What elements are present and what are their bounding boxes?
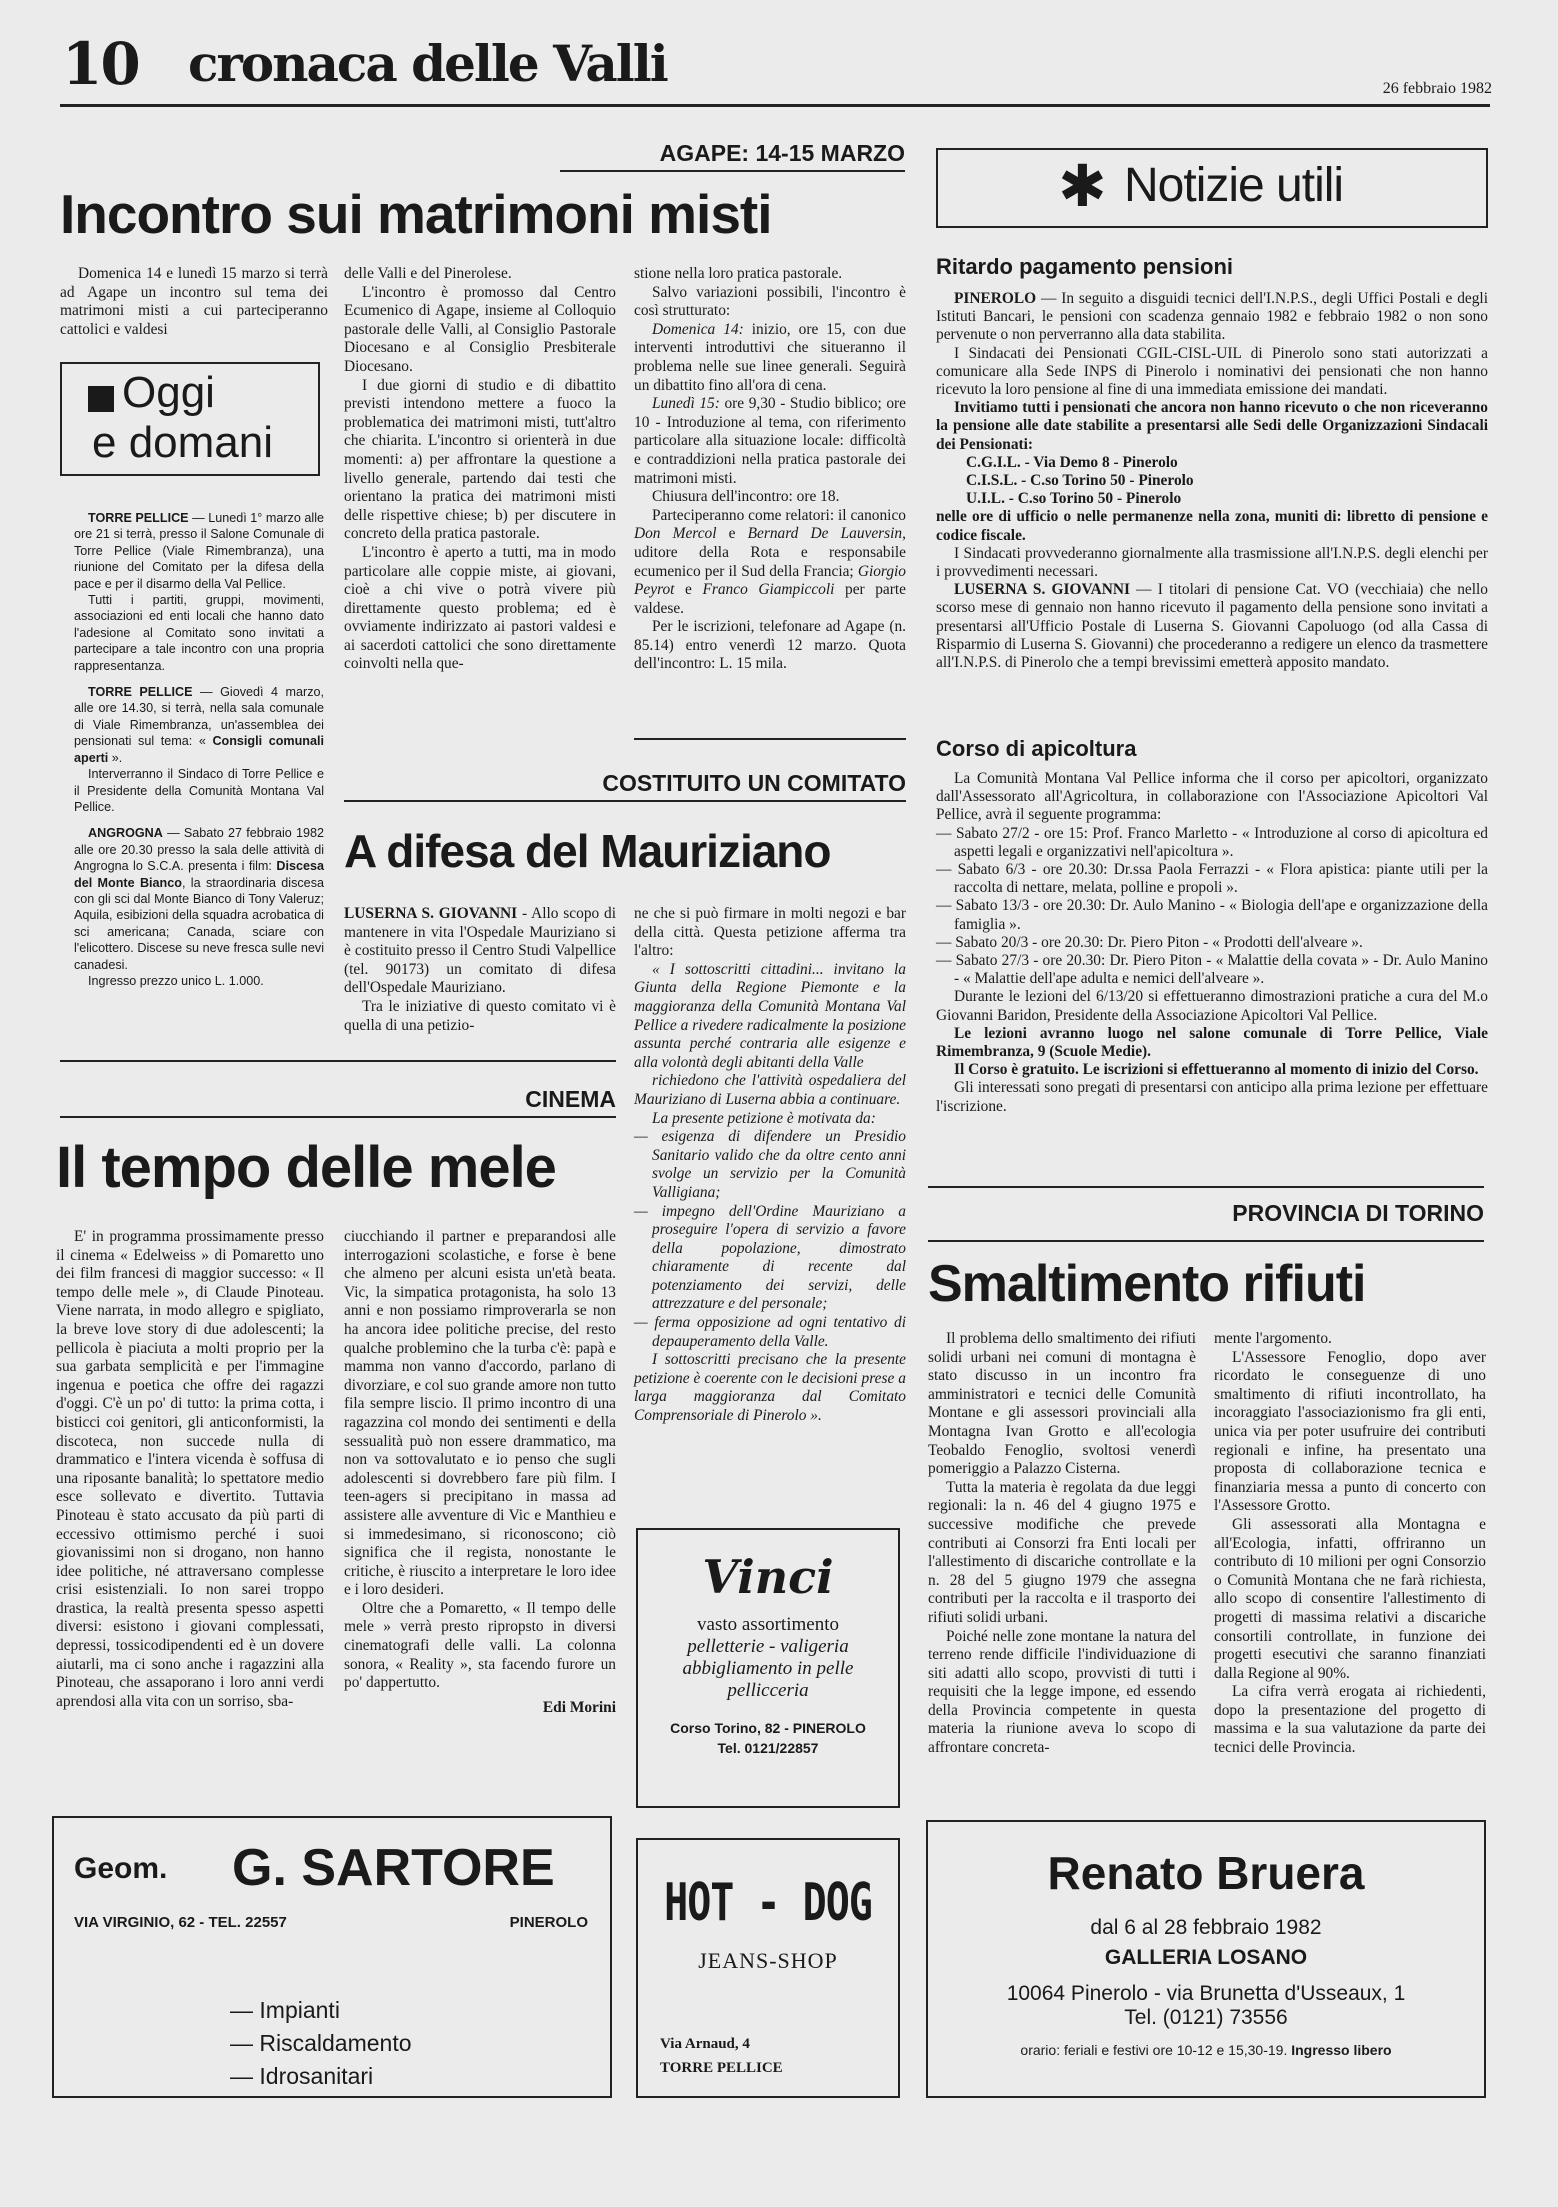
vinci-ad [636, 1528, 900, 1808]
apicoltura-program [936, 825, 1488, 989]
agape-text: inizio, ore 15, con due interventi introduttivi che situeranno il problema nelle sue linee generali. Seguirà un dibattito fino all'ora di cena. [634, 320, 906, 394]
agape-text: Per le iscrizioni, telefonare ad Agape (n. 85.14) entro venerdì 12 marzo. Quota dell'incontro: L. 15 mila. [634, 618, 906, 673]
agape-col-1 [60, 265, 328, 339]
petition-quote: La presente petizione è motivata da: [652, 1109, 876, 1127]
vinci-name: Vinci [702, 1550, 834, 1604]
agape-col-2 [344, 265, 616, 674]
agape-title: Incontro sui matrimoni misti [60, 183, 772, 245]
agape-text: I due giorni di studio e di dibattito previsti intendono mettere a fuoco la problematica dei matrimoni misti, tutt'altro che chiarita. L'incontro si orienterà in due momenti: a) per affrontare la questione a livello generale, partendo dai testi che orientano la pratica dei matrimoni misti delle rispettive chiese; b) per discutere in concreto della pratica pastorale. [344, 376, 616, 543]
notizie-text: Invitiamo tutti i pensionati che ancora non hanno ricevuto o che non riceveranno la pensione alle date stabilite a presentarsi alle Sedi delle Organizzazioni Sindacali dei Pensionati: [936, 399, 1488, 453]
rifiuti-text: Poiché nelle zone montane la natura del terreno rende difficile l'individuazione di siti adatti allo scopo, provvisti di tutti i requisiti che la legge impone, ed essendo della Provincia competente in questa materia la riunione aveva lo scopo di affrontare concreta- [928, 1627, 1196, 1757]
notizie-text: I Sindacati dei Pensionati CGIL-CISL-UIL di Pinerolo sono stati autorizzati a comunicare alla Sede INPS di Pinerolo i nominativi dei pensionati che non hanno ricevuto la loro pensione al fine di una immediata emissione dei mandati. [936, 344, 1488, 399]
mauriziano-kicker-rule [344, 800, 906, 802]
sartore-name: G. SARTORE [232, 1839, 555, 1897]
rifiuti-top-rule [928, 1186, 1484, 1188]
notizie-text: — I titolari di pensione Cat. VO (vecchiaia) che nello scorso mese di gennaio non hanno ricevuto il pagamento della pensione sono invitati a presentarsi all'Ufficio Postale di Luserna S. Giovanni Capoluogo (od alla Cassa di Risparmio di Luserna S. Giovanni) che procederanno a redigere un elenco da trasmettere all'I.N.P.S. di Pinerolo che a tempi brevissimi emetterà apposito mandato. [936, 581, 1488, 672]
list-item: — Sabato 6/3 - ore 20.30: Dr.ssa Paola Ferrazzi - « Flora apistica: piante utili per la raccolta di nettare, melata, polline e propoli ». [936, 861, 1488, 897]
cinema-text: ciucchiando il partner e preparandosi alle interrogazioni scolastiche, e forse è bene che almeno per alcuni esista un'età beata. Vic, la simpatica protagonista, ha solo 13 anni e non possiamo rimproverarla se non ha ancora idee politiche precise, del resto qualche problemino che la turba c'è: papà e mamma non vanno d'accordo, parlano di divorziare, e col suo grande amore non tutto fila sempre liscio. Il primo incontro di una ragazzina col mondo dei sentimenti e della sessualità può non essere drammatico, ma non va sottovalutato e io penso che sugli adolescenti si dovrebbero fare più film. I teen-agers si precipitano in massa ad assistere alle avventure di Vic e Manthieu e si immedesimano, si riconoscono; ciò significa che il regista, nonostante le critiche, è riuscito a interpretare le loro idee e i loro desideri. [344, 1228, 616, 1599]
mauriziano-col-1 [344, 905, 616, 1035]
notizie-pensioni [936, 290, 1488, 672]
bruera-entry: Ingresso libero [1291, 2042, 1392, 2058]
notizie-text: Gli interessati sono pregati di presentarsi con anticipo alla prima lezione per effettuare l'iscrizione. [936, 1079, 1488, 1115]
list-item: — esigenza di difendere un Presidio Sanitario valido che da oltre cento anni svolge un servizio per la Comunità Valligiana; [634, 1128, 906, 1201]
sartore-prefix: Geom. [74, 1852, 168, 1885]
rifiuti-text: Tutta la materia è regolata da due leggi regionali: la n. 46 del 4 giugno 1975 e successive modifiche che prevede contributi ai Consorzi fra Enti locali per l'allestimento di discariche controllate e la n. 28 del 5 giugno 1979 che assegna contributi per la raccolta e il trasporto dei rifiuti solidi urbani. [928, 1478, 1196, 1626]
notizie-text: — In seguito a disguidi tecnici dell'I.N.P.S., degli Uffici Postali e degli Istituti Bancari, le pensioni con scadenza gennaio 1982 e febbraio 1982 o non sono pervenute o non perverranno alla data stabilita. [936, 290, 1488, 344]
cinema-kicker-rule [60, 1116, 616, 1118]
vinci-line: pelletterie - valigeria [687, 1636, 849, 1657]
rifiuti-kicker-rule [928, 1240, 1484, 1242]
oggi-item: Ingresso prezzo unico L. 1.000. [88, 973, 264, 988]
speaker-name: Giorgio Peyrot [634, 562, 906, 599]
sartore-address: VIA VIRGINIO, 62 - TEL. 22557 [74, 1914, 287, 1931]
list-item: — impegno dell'Ordine Mauriziano a proseguire l'opera di servizio a favore della popolazione, dimostrato chiaramente di recente dal potenziamento dei servizi, delle attrezzature e del personale; [634, 1202, 906, 1313]
oggi-title-1: Oggi [122, 368, 215, 417]
asterisk-icon: ✱ [1058, 152, 1107, 220]
notizie-title-box [936, 148, 1488, 228]
speaker-name: Don Mercol [634, 525, 717, 543]
vinci-line: vasto assortimento [697, 1614, 839, 1635]
hotdog-sub: JEANS-SHOP [698, 1948, 838, 1973]
list-item: — Idrosanitari [230, 2063, 374, 2089]
newspaper-name: cronaca delle Valli [188, 34, 667, 93]
oggi-item: Tutti i partiti, gruppi, movimenti, associazioni ed enti locali che hanno dato l'adesione al Comitato sono invitati a partecipare a tale incontro con una propria rappresentanza. [74, 593, 324, 673]
place-name: LUSERNA S. GIOVANNI [954, 581, 1130, 599]
cinema-col-1 [56, 1228, 324, 1711]
agape-text: Salvo variazioni possibili, l'incontro è così strutturato: [634, 283, 906, 320]
agape-text: ore 9,30 - Studio biblico; ore 10 - Introduzione al tema, con riferimento particolare alla situazione locale: difficoltà e contraddizioni nella pratica pastorale dei matrimoni misti. [634, 395, 906, 487]
petition-quote: richiedono che l'attività ospedaliera del Mauriziano di Luserna abbia a continuare. [634, 1072, 906, 1108]
rifiuti-text: mente l'argomento. [1214, 1330, 1332, 1347]
article-author: Edi Morini [542, 1698, 616, 1716]
vinci-line: pellicceria [727, 1680, 809, 1701]
list-item: — Sabato 20/3 - ore 20.30: Dr. Piero Piton - « Prodotti dell'alveare ». [936, 933, 1363, 951]
petition-reasons [634, 1128, 906, 1351]
agape-text: L'incontro è aperto a tutti, ma in modo particolare alle coppie miste, ai giovani, cioè a chi vive o potrà vivere più direttamente questo problema; ed è ovviamente indirizzato ai pastori valdesi e ai sacerdoti cattolici che sono direttamente coinvolti nella que- [344, 543, 616, 673]
oggi-item: TORRE PELLICE — Giovedì 4 marzo, alle ore 14.30, si terrà, nella sala comunale di Viale Rimembranza, un'assemblea dei pensionati sul tema: « Consigli comunali aperti ». [74, 685, 325, 765]
mauriziano-text: - Allo scopo di mantenere in vita l'Ospedale Mauriziano si è costituito presso il Centro Studi Valpellice (tel. 90173) un comitato di difesa dell'Ospedale Mauriziano. [344, 905, 617, 997]
agape-kicker: AGAPE: 14-15 MARZO [659, 140, 905, 166]
notizie-text: Durante le lezioni del 6/13/20 si effettueranno dimostrazioni pratiche a cura del M.o Giovanni Baridon, Presidente della Associazione Apicoltori Val Pellice. [936, 988, 1488, 1024]
cinema-top-rule [60, 1060, 616, 1062]
rifiuti-text: Gli assessorati alla Montagna e all'Ecologia, infatti, offriranno un contributo di 10 milioni per ogni Consorzio o Comunità Montana che ne farà richiesta, allo scopo di consentire l'allestimento di progetti di massima relativi a discariche consortili controllate, in funzione dei progetti esecutivi che saranno finanziati dalla Regione al 90%. [1214, 1515, 1486, 1682]
oggi-list [74, 510, 324, 999]
rifiuti-kicker: PROVINCIA DI TORINO [1232, 1200, 1484, 1226]
oggi-item: Interverranno il Sindaco di Torre Pellice e il Presidente della Comunità Montana Val Pellice. [74, 767, 324, 814]
agape-end-rule [634, 738, 906, 740]
oggi-item: ANGROGNA — Sabato 27 febbraio 1982 alle ore 20.30 presso la sala delle attività di Angrogna lo S.C.A. presenta i film: Discesa del Monte Bianco, la straordinaria discesa con gli sci dal Monte Bianco di Tony Valeruz; Aquila, esibizioni della squadra acrobatica di sci americana; Canada, sciare con l'elicottero. Discese su neve fresca sulle nevi canadesi. [74, 826, 324, 972]
union-office: C.G.I.L. - Via Demo 8 - Pinerolo [966, 453, 1178, 471]
agape-text: , uditore della Rota e responsabile ecumenico per il Sud della Francia; [634, 525, 906, 580]
petition-quote: I sottoscritti precisano che la presente petizione è coerente con le decisioni prese a larga maggioranza dal Comitato Comprensoriale di Pinerolo ». [634, 1351, 906, 1425]
place-name: LUSERNA S. GIOVANNI [344, 905, 518, 922]
notizie-title: Notizie utili [1124, 159, 1344, 212]
bruera-phone: Tel. (0121) 73556 [1124, 2006, 1288, 2029]
mauriziano-col-2 [634, 905, 906, 1426]
bruera-hours: orario: feriali e festivi ore 10-12 e 15,30-19. [1020, 2042, 1288, 2058]
mauriziano-title: A difesa del Mauriziano [344, 825, 831, 877]
agape-lead: Domenica 14 e lunedì 15 marzo si terrà ad Agape un incontro sul tema dei matrimoni misti a cui parteciperanno cattolici e valdesi [60, 265, 328, 338]
agape-day-label: Lunedì 15: [652, 395, 720, 413]
hotdog-city: TORRE PELLICE [660, 2060, 783, 2076]
agape-text: Chiusura dell'incontro: ore 18. [652, 488, 840, 506]
cinema-text: E' in programma prossimamente presso il cinema « Edelweiss » di Pomaretto uno dei film francesi di maggior successo: « Il tempo delle mele », di Claude Pinoteau. Viene narrata, in modo allegro e spigliato, la breve love story di due adolescenti; la pellicola è piaciuta a molti proprio per la sua garbata semplicità e per l'immagine ingenua e poetica che offre dei ragazzi d'oggi. C'è un po' di tutto: la prima cotta, i bisticci coi genitori, gli anticonformisti, la discoteca, non succede nulla di drammatico e l'intera vicenda è soffusa di una riposante banalità; lo spettatore medio esce sollevato e divertito. Tuttavia Pinoteau è stato accusato da più parti di eccessivo ottimismo perché i suoi giovanissimi non si drogano, non hanno idee politiche, né attraversano complesse crisi esistenziali. Io non sarei troppo drastica, la realtà presenta spesso aspetti diversi: esistono i giovani complessati, depressi, tossicodipendenti ed è un dovere aiutarli, ma ci sono anche i ragazzini alla Pinoteau, che assaporano i loro anni verdi aprendosi alla vita con un sorriso, sba- [56, 1228, 324, 1710]
agape-col-3 [634, 265, 906, 674]
oggi-item: TORRE PELLICE — Lunedì 1° marzo alle ore 21 si terrà, presso il Salone Comunale di Torre Pellice (Viale Rimembranza), una riunione del Comitato per la difesa della pace e per il disarmo della Val Pellice. [74, 511, 325, 591]
masthead [60, 30, 1492, 110]
oggi-title-2: e domani [92, 418, 274, 467]
agape-day-label: Domenica 14: [652, 320, 744, 338]
rifiuti-title: Smaltimento rifiuti [928, 1255, 1366, 1313]
bruera-name: Renato Bruera [1047, 1847, 1365, 1899]
vinci-line: abbigliamento in pelle [682, 1658, 854, 1679]
pensioni-heading: Ritardo pagamento pensioni [936, 254, 1234, 279]
bruera-gallery: GALLERIA LOSANO [1104, 1946, 1308, 1969]
list-item: — Sabato 13/3 - ore 20.30: Dr. Aulo Manino - « Biologia dell'ape e organizzazione della famiglia ». [936, 897, 1488, 933]
rifiuti-text: Il problema dello smaltimento dei rifiuti solidi urbani nei comuni di montagna è stato discusso in un incontro fra amministratori e tecnici delle Comunità Montane e gli assessori provinciali alla Montagna Ivan Grotto e all'ecologia Teobaldo Fenoglio, svoltosi venerdì pomeriggio a Palazzo Cisterna. [928, 1330, 1196, 1478]
square-icon [88, 386, 114, 412]
list-item: — Riscaldamento [230, 2030, 412, 2056]
list-item: — Impianti [230, 1997, 340, 2023]
agape-text: L'incontro è promosso dal Centro Ecumenico di Agape, insieme al Colloquio pastorale delle Valli, al Consiglio Pastorale Diocesano e al Consiglio Presbiterale Diocesano. [344, 283, 616, 375]
notizie-text: La Comunità Montana Val Pellice informa che il corso per apicoltori, organizzato dall'Assessorato all'Agricoltura, in collaborazione con l'Associazione Apicoltori Val Pellice, avrà il seguente programma: [936, 770, 1488, 824]
notizie-text: Il Corso è gratuito. Le iscrizioni si effettueranno al momento di inizio del Corso. [954, 1061, 1479, 1079]
vinci-phone: Tel. 0121/22857 [717, 1740, 819, 1756]
list-item: — ferma opposizione ad ogni tentativo di depauperamento della Valle. [634, 1314, 906, 1350]
agape-text: e [716, 525, 748, 543]
speaker-name: Franco Giampiccoli [702, 581, 835, 599]
cinema-text: Oltre che a Pomaretto, « Il tempo delle mele » verrà presto ripropsto in diversi cinematografi delle valli. La colonna sonora, « Reality », sta facendo furore un po' dappertutto. [344, 1599, 616, 1692]
agape-text: e [674, 581, 703, 599]
union-office: C.I.S.L. - C.so Torino 50 - Pinerolo [966, 472, 1194, 490]
hotdog-name: HOT - DOG [664, 1873, 872, 1933]
union-office: U.I.L. - C.so Torino 50 - Pinerolo [966, 490, 1182, 508]
petition-quote: « I sottoscritti cittadini... invitano la Giunta della Regione Piemonte e la maggioranza della Comunità Montana Val Pellice a rivedere radicalmente la posizione assunta perché contraria alle esigenze e alla volontà degli abitanti della Valle [634, 960, 906, 1071]
oggi-domani-box [60, 362, 320, 476]
bruera-hours-line [928, 2042, 1484, 2058]
apicoltura-heading: Corso di apicoltura [936, 736, 1137, 761]
rifiuti-text: L'Assessore Fenoglio, dopo aver ricordato le conseguenze di uno smaltimento di rifiuti incontrollato, ha incoraggiato l'associazionismo fra gli enti, unica via per poter usufruire dei contributi regionali e infine, ha presentato una proposta di collaborazione tecnica e finanziaria messa a punto di concerto con l'Assessore Grotto. [1214, 1348, 1486, 1515]
sartore-services [230, 1994, 412, 2093]
list-item: — Sabato 27/2 - ore 15: Prof. Franco Marletto - « Introduzione al corso di apicoltura ed aspetti legali e organizzativi nell'apicoltura ». [936, 824, 1488, 860]
bruera-ad [926, 1820, 1486, 2098]
notizie-apicoltura [936, 770, 1488, 1116]
agape-text: Parteciperanno come relatori: il canonico [652, 506, 906, 524]
mauriziano-kicker: COSTITUITO UN COMITATO [602, 770, 906, 796]
sartore-ad [52, 1816, 612, 2098]
sartore-city: PINEROLO [509, 1914, 588, 1931]
mauriziano-text: Tra le iniziative di questo comitato vi è quella di una petizio- [344, 997, 616, 1034]
list-item: — Sabato 27/3 - ore 20.30: Dr. Piero Piton - « Malattie della covata » - Dr. Aulo Manino - « Malattie dell'ape adulta e nemici dell'alveare ». [936, 952, 1488, 988]
bruera-dates: dal 6 al 28 febbraio 1982 [1090, 1916, 1322, 1939]
hotdog-ad [636, 1838, 900, 2098]
notizie-text: nelle ore di ufficio o nelle permanenze nella zona, muniti di: libretto di pensione e codice fiscale. [936, 508, 1488, 544]
mauriziano-text: ne che si può firmare in molti negozi e bar della città. Questa petizione afferma tra l'altro: [634, 905, 906, 960]
bruera-address: 10064 Pinerolo - via Brunetta d'Usseaux, 1 [1006, 1982, 1406, 2005]
hotdog-address: Via Arnaud, 4 [660, 2036, 750, 2052]
masthead-rule [60, 104, 1490, 107]
agape-kicker-rule [560, 170, 905, 172]
issue-date: 26 febbraio 1982 [1382, 80, 1492, 97]
rifiuti-text: La cifra verrà erogata ai richiedenti, dopo la presentazione del progetto di massima e la sua valutazione da parte dei tecnici delle Provincia. [1214, 1683, 1486, 1757]
agape-text: delle Valli e del Pinerolese. [344, 265, 512, 282]
cinema-col-2 [344, 1228, 616, 1717]
place-name: PINEROLO [954, 290, 1037, 307]
agape-text: per parte valdese. [634, 581, 906, 617]
cinema-kicker: CINEMA [525, 1086, 616, 1112]
vinci-address: Corso Torino, 82 - PINEROLO [670, 1720, 866, 1736]
rifiuti-col-2 [1214, 1330, 1486, 1758]
rifiuti-col-1 [928, 1330, 1196, 1758]
cinema-title: Il tempo delle mele [56, 1135, 556, 1200]
notizie-text: Le lezioni avranno luogo nel salone comunale di Torre Pellice, Viale Rimembranza, 9 (Scuole Medie). [936, 1024, 1488, 1061]
speaker-name: Bernard De Lauversin [747, 525, 903, 543]
page-number: 10 [62, 30, 139, 98]
notizie-text: I Sindacati provvederanno giornalmente alla trasmissione all'I.N.P.S. degli elenchi per i provvedimenti necessari. [936, 544, 1488, 581]
agape-text: stione nella loro pratica pastorale. [634, 265, 843, 282]
